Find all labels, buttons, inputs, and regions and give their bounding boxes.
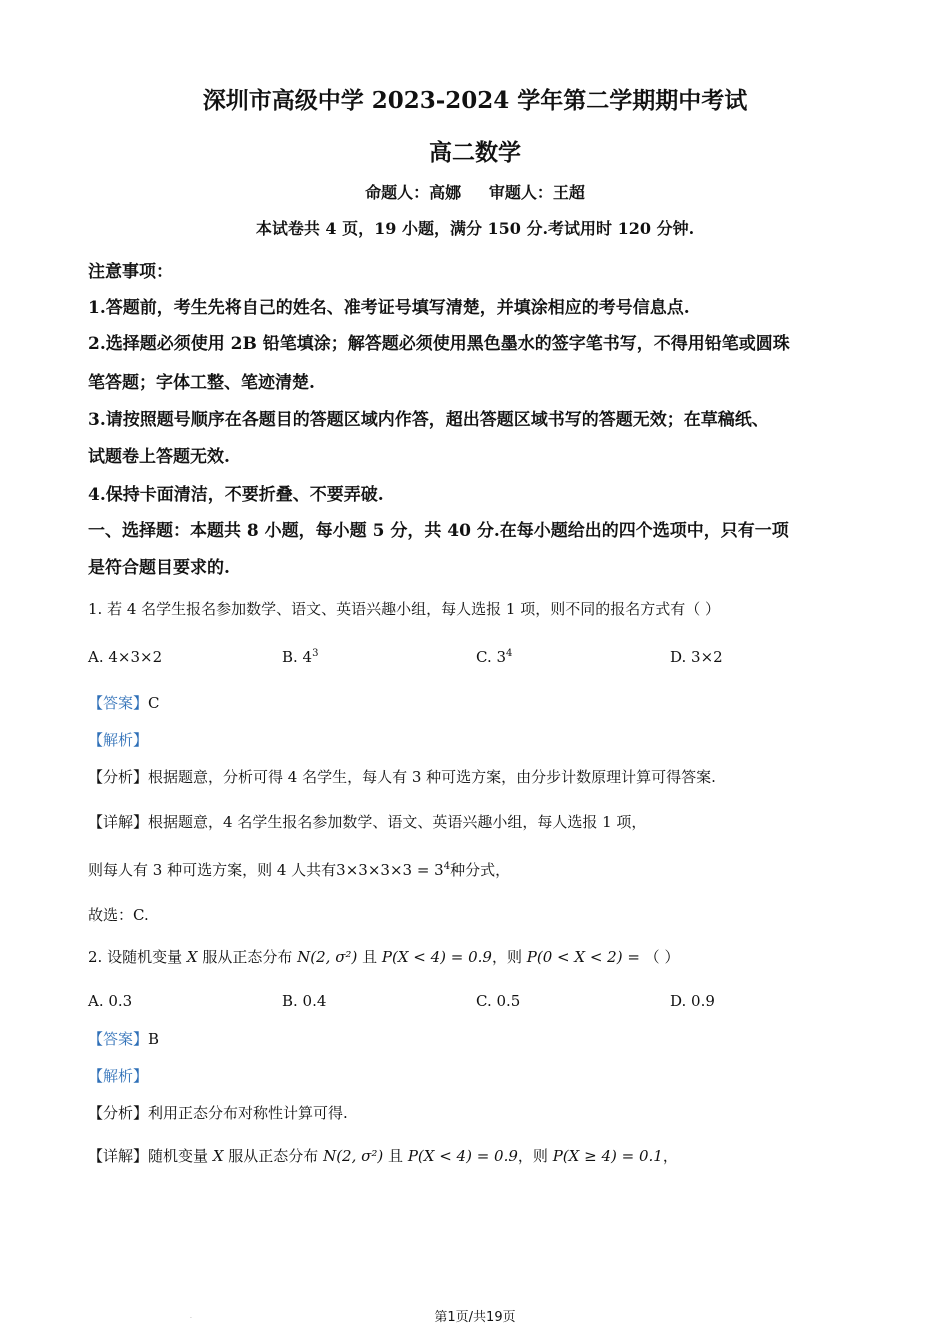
q2-option-b: B. 0.4 [282, 992, 327, 1010]
notice-item-4: 4.保持卡面清洁，不要折叠、不要弄破. [88, 485, 384, 505]
q1-option-b: B. $4^3$ [282, 648, 319, 666]
subject-title: 高二数学 [429, 139, 521, 166]
q1-calc: 则每人有 3 种可选方案，则 4 人共有$3\times 3\times 3\times 3 = 3^4$种分式， [88, 861, 511, 879]
notice-item-1: 1.答题前，考生先将自己的姓名、准考证号填写清楚，并填涂相应的考号信息点. [88, 298, 690, 318]
q1-answer: 【答案】C [88, 694, 160, 712]
scan-mark: . [190, 1313, 192, 1320]
q1-xiangjie: 【详解】根据题意，4 名学生报名参加数学、语文、英语兴趣小组，每人选报 1 项， [88, 813, 647, 831]
q2-fenxi: 【分析】利用正态分布对称性计算可得. [88, 1104, 348, 1122]
notice-heading: 注意事项： [88, 262, 173, 282]
q1-stem: 1. 若 4 名学生报名参加数学、语文、英语兴趣小组，每人选报 1 项，则不同的报名方式有（ ） [88, 600, 721, 618]
q1-option-c: C. $3^4$ [476, 648, 513, 666]
notice-item-2: 2.选择题必须使用 2B 铅笔填涂；解答题必须使用黑色墨水的签字笔书写，不得用铅笔或圆珠 [88, 334, 790, 354]
notice-item-3-cont: 试题卷上答题无效. [88, 447, 230, 467]
q1-conclusion: 故选：C. [88, 906, 149, 924]
q2-option-a: A. 0.3 [88, 992, 133, 1010]
authors-line: 命题人：高娜 审题人：王超 [365, 183, 585, 202]
q2-analysis-tag: 【解析】 [88, 1067, 149, 1085]
exam-description: 本试卷共 4 页，19 小题，满分 150 分.考试用时 120 分钟. [255, 219, 695, 238]
q1-analysis-tag: 【解析】 [88, 731, 149, 749]
notice-item-2-cont: 笔答题；字体工整、笔迹清楚. [88, 373, 315, 393]
notice-item-3: 3.请按照题号顺序在各题目的答题区域内作答，超出答题区域书写的答题无效；在草稿纸、 [88, 410, 769, 430]
section-heading-cont: 是符合题目要求的. [88, 558, 230, 578]
q2-xiangjie: 【详解】随机变量 X 服从正态分布 N(2, σ²) 且 P(X < 4) = 0.9，则 P(X ≥ 4) = 0.1， [88, 1147, 678, 1165]
q2-answer: 【答案】B [88, 1030, 160, 1048]
q1-option-d: D. 3×2 [670, 648, 723, 666]
q1-option-a: A. 4×3×2 [88, 648, 163, 666]
q2-option-c: C. 0.5 [476, 992, 521, 1010]
section-heading: 一、选择题：本题共 8 小题，每小题 5 分，共 40 分.在每小题给出的四个选项中，只有一项 [88, 521, 789, 541]
q1-fenxi: 【分析】根据题意，分析可得 4 名学生，每人有 3 种可选方案，由分步计数原理计算可得答案. [88, 768, 716, 786]
page-number: 第1页/共19页 [434, 1310, 516, 1325]
q2-stem: 2. 设随机变量 X 服从正态分布 N(2, σ²) 且 P(X < 4) = 0.9，则 P(0 < X < 2) = （ ） [88, 948, 680, 966]
exam-title: 深圳市高级中学 2023-2024 学年第二学期期中考试 [202, 87, 748, 114]
q2-option-d: D. 0.9 [670, 992, 715, 1010]
